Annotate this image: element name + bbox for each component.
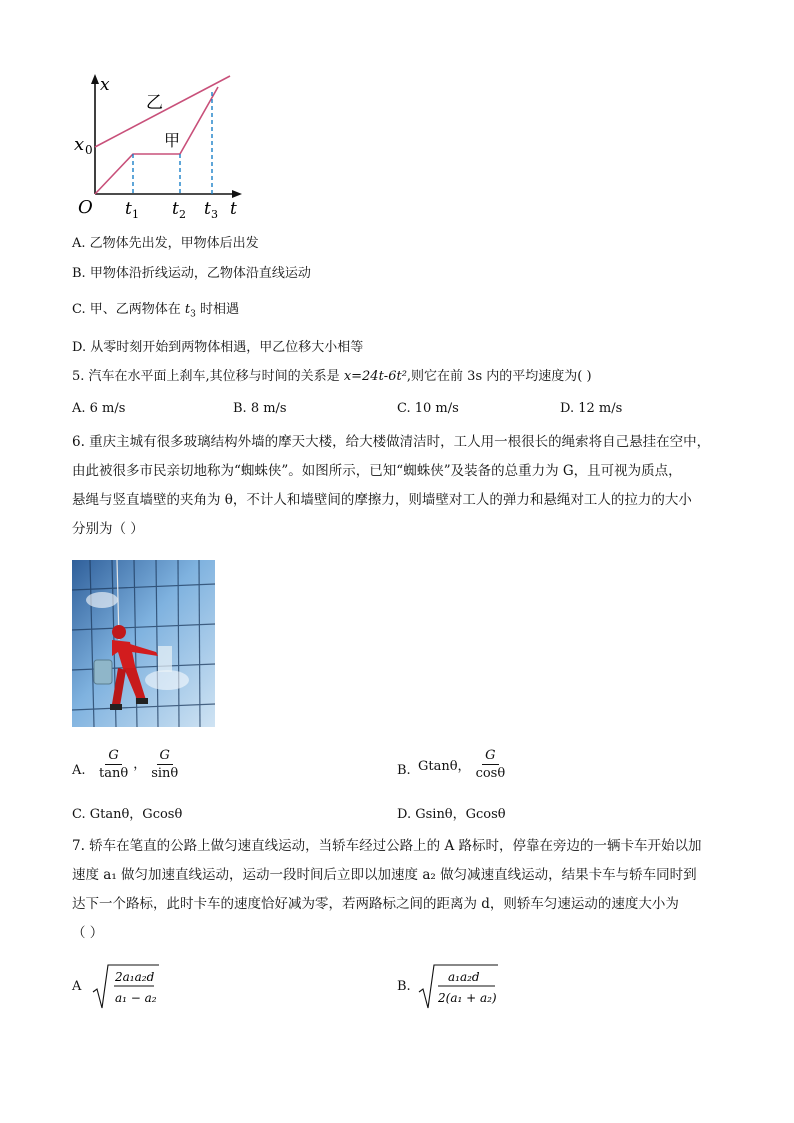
q4-option-c-var: t (184, 302, 191, 317)
q6-a-den-1: tanθ (99, 766, 129, 781)
origin-label: O (78, 197, 93, 218)
q6-b-den: cosθ (475, 766, 506, 781)
q4-option-d: D. 从零时刻开始到两物体相遇，甲乙位移大小相等 (72, 340, 364, 355)
q6-line-3: 悬绳与竖直墙壁的夹角为 θ，不计人和墙壁间的摩擦力，则墙壁对工人的弹力和悬绳对工人的拉力的大小 (72, 492, 692, 508)
q6-a-frac-1 (96, 748, 131, 781)
q7-a-den: a₁ − a₂ (115, 991, 157, 1005)
q6-option-a (94, 748, 183, 781)
t3-label: t (204, 199, 211, 219)
q4-option-c-pre: C. 甲、乙两物体在 (72, 302, 185, 317)
q7-option-a-radical (92, 962, 160, 1012)
axis-label-x: x (100, 75, 110, 95)
q4-option-c (72, 301, 239, 324)
q6-option-b-label: B. (397, 763, 411, 778)
q6-a-num-1: G (105, 748, 121, 765)
x0-label: x (74, 134, 85, 155)
q5-stem-pre: 5. 汽车在水平面上刹车,其位移与时间的关系是 (72, 369, 344, 384)
q5-option-b: B. 8 m/s (233, 401, 287, 416)
t1-label: t (125, 199, 132, 219)
window-cleaner-photo (72, 560, 215, 727)
q7-b-num: a₁a₂d (448, 970, 480, 984)
label-jia: 甲 (164, 131, 181, 150)
q6-option-c: C. Gtanθ，Gcosθ (72, 807, 183, 822)
q7-stem (72, 832, 732, 948)
t1-sub: 1 (132, 208, 139, 221)
t2-sub: 2 (179, 208, 186, 221)
q6-option-d: D. Gsinθ，Gcosθ (397, 807, 506, 822)
q5-stem (72, 368, 592, 386)
q7-line-1: 7. 轿车在笔直的公路上做匀速直线运动，当轿车经过公路上的 A 路标时，停靠在旁边的一辆卡车开始以加 (72, 838, 702, 854)
x0-sub: 0 (85, 143, 93, 157)
q7-line-4: （ ） (72, 925, 104, 941)
q7-a-num: 2a₁a₂d (115, 970, 155, 984)
x-axis-arrow (232, 190, 242, 198)
q4-option-b: B. 甲物体沿折线运动，乙物体沿直线运动 (72, 266, 311, 281)
q6-a-num-2: G (157, 748, 173, 765)
q5-option-d: D. 12 m/s (560, 401, 623, 416)
q7-line-3: 达下一个路标，此时卡车的速度恰好减为零，若两路标之间的距离为 d，则轿车匀速运动的速度大小为 (72, 896, 679, 912)
q7-b-den: 2(a₁ + a₂) (438, 991, 497, 1005)
q5-option-a: A. 6 m/s (72, 401, 126, 416)
axis-label-t: t (230, 199, 237, 219)
q6-line-4: 分别为（ ） (72, 521, 144, 537)
label-yi: 乙 (146, 93, 163, 113)
q6-b-frac (473, 748, 509, 781)
q7-option-b-label: B. (397, 979, 411, 994)
q5-option-c: C. 10 m/s (397, 401, 459, 416)
q4-option-c-post: 时相遇 (195, 302, 239, 317)
q4-option-c-sub: 3 (190, 309, 196, 320)
q6-a-den-2: sinθ (151, 766, 179, 781)
q7-option-b-radical (418, 962, 500, 1012)
t3-sub: 3 (211, 208, 218, 221)
t2-label: t (172, 199, 179, 219)
q6-option-a-label: A. (72, 763, 86, 778)
q6-option-b (418, 748, 510, 781)
q6-line-1: 6. 重庆主城有很多玻璃结构外墙的摩天大楼，给大楼做清洁时，工人用一根很长的绳索将自己悬挂在空中， (72, 434, 711, 450)
q4-option-a: A. 乙物体先出发，甲物体后出发 (72, 236, 259, 251)
q6-stem (72, 428, 732, 544)
position-time-graph (70, 62, 260, 222)
q5-stem-post: ,则它在前 3s 内的平均速度为( ) (406, 369, 592, 384)
q5-formula: x=24t-6t² (343, 369, 407, 384)
q7-option-a-label: A (72, 979, 82, 994)
q6-b-num: G (482, 748, 498, 765)
q6-b-pre: Gtanθ， (418, 759, 471, 774)
q6-line-2: 由此被很多市民亲切地称为“蜘蛛侠”。如图所示，已知“蜘蛛侠”及装备的总重力为 G，且可视为质点， (72, 463, 682, 479)
q6-a-comma: ， (133, 757, 147, 772)
q6-a-frac-2 (148, 748, 181, 781)
q7-line-2: 速度 a₁ 做匀加速直线运动，运动一段时间后立即以加速度 a₂ 做匀减速直线运动，结果卡车与轿车同时到 (72, 867, 697, 883)
y-axis-arrow (91, 74, 99, 84)
